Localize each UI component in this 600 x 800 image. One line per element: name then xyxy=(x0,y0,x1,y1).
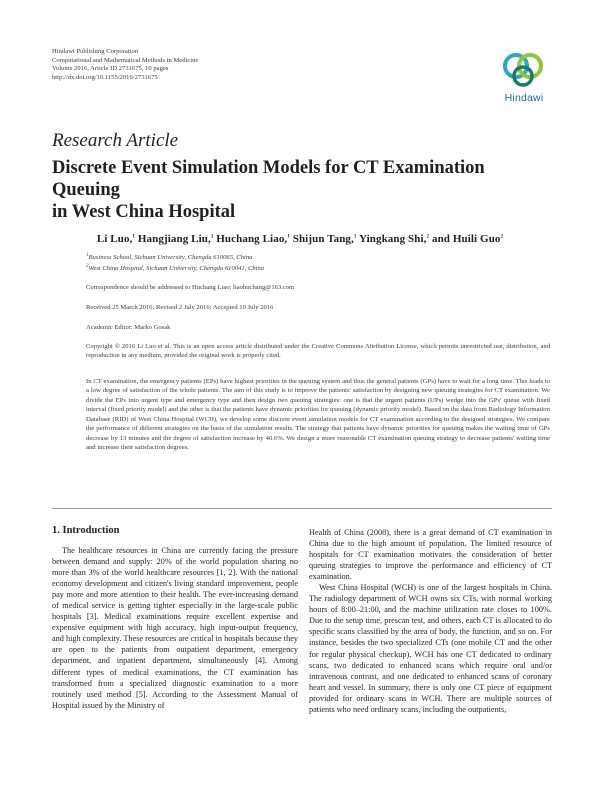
author: Huchang Liao,$^1$ xyxy=(216,233,290,245)
paragraph: West China Hospital (WCH) is one of the largest hospitals in China. The radiology department of WCH owns six CTs, with normal working hours of 8:00–21:00, and the machine utilization rate closes to 100%. Due to the setup time, prescan test, and others, each CT is allocated to do specific scans classified by the area of body, the function, and so on. For instance, besides the two specialized CTs (one mobile CT and the other for regular physical checkup), WCH has one CT dedicated to ordinary scans, two dedicated to enhanced scans which require oral and/or intravenous contrast, and one dedicated to enhanced scans of coronary heart and vessel. In summary, there is only one CT piece of equipment provided for ordinary scans in WCH. There are multiple sources of patients who need ordinary scans, including the outpatients, xyxy=(309,583,552,714)
article-title xyxy=(52,157,552,223)
publisher-name: Hindawi Publishing Corporation xyxy=(52,48,139,55)
title-line-1: Discrete Event Simulation Models for CT Examination Queuing xyxy=(52,158,485,200)
author: Shijun Tang,$^1$ xyxy=(292,233,357,245)
article-type: Research Article xyxy=(52,130,179,151)
divider xyxy=(52,508,552,509)
doi-link[interactable]: http://dx.doi.org/10.1155/2016/2731675 xyxy=(52,73,158,81)
author: Hangjiang Liu,$^1$ xyxy=(137,233,214,245)
correspondence: Correspondence should be addressed to Huchang Liao; liaohuchang@163.com xyxy=(86,284,295,291)
body-column-right xyxy=(309,527,552,715)
affiliation-1: $^1$Business School, Sichuan University, Chengdu 610065, China xyxy=(86,252,253,261)
author: Yingkang Shi,$^2$ xyxy=(358,233,430,245)
body-column-left xyxy=(52,545,298,711)
author-list xyxy=(0,233,600,245)
journal-header xyxy=(52,48,198,82)
author: and Huili Guo$^2$ xyxy=(431,233,504,245)
affiliation-2: $^2$West China Hospital, Sichuan University, Chengdu 610041, China xyxy=(86,263,265,272)
section-heading: 1. Introduction xyxy=(52,525,120,536)
academic-editor: Academic Editor: Marko Gosak xyxy=(86,324,171,331)
author: Li Luo,$^1$ xyxy=(96,233,136,245)
abstract: In CT examination, the emergency patients (EPs) have highest priorities in the queuing system and thus the general patients (GPs) have to wait for a long time. This leads to a low degree of satisfaction of the whole patients. The aim of this study is to improve the patients' satisfaction by designing new queuing strategies for CT examination. We divide the EPs into urgent type and emergency type and then design two queuing strategies: one is that the urgent patients (UPs) wedge into the GPs' queue with fixed interval (fixed priority model) and the other is that the patients have dynamic priorities for queuing (dynamic priority model). Based on the data from Radiology Information Database (RID) of West China Hospital (WCH), we develop some discrete event simulation models for CT examination according to the designed strategies. We compare the performance of different strategies on the basis of the simulation results. The strategy that patients have dynamic priorities for queuing makes the waiting time of GPs decrease by 13 minutes and the degree of satisfaction increase by 40.6%. We design a more reasonable CT examination queuing strategy to decrease patients' waiting time and increase their satisfaction degrees. xyxy=(86,378,550,452)
hindawi-logo-text: Hindawi xyxy=(504,92,544,104)
volume-info: Volume 2016, Article ID 2731675, 10 pages xyxy=(52,65,169,73)
paragraph: Health of China (2008), there is a great demand of CT examination in China due to the high amount of population. The limited resource of hospitals for CT examination motivates the consideration of better queuing strategies to improve the performance and efficiency of CT examination. xyxy=(309,528,552,582)
copyright-notice: Copyright © 2016 Li Luo et al. This is an open access article distributed under the Creative Commons Attribution License, which permits unrestricted use, distribution, and reproduction in any medium, provided the original work is properly cited. xyxy=(86,343,550,360)
paragraph: The healthcare resources in China are currently facing the pressure between demand and supply: 20% of the world population sharing no more than 3% of the world healthcare resources [1, 2]. With the national economy development and citizen's living standard improvement, people pay more and more attention to their health. The ever-increasing demand of medical service is getting tighter especially in the large-scale public hospitals [3]. Medical examinations require excellent expertise and expensive equipment with high accuracy, high input-output frequency, and high complexity. These resources are critical in hospitals because they are open to the patients from outpatient department, emergency department, and inpatient department, simultaneously [4]. Among different types of medical examinations, the CT examination has transformed from a specialized diagnostic examination to a more routinely used method [5]. According to the Assessment Manual of Hospital issued by the Ministry of xyxy=(52,546,298,710)
received-dates: Received 25 March 2016; Revised 2 July 2016; Accepted 10 July 2016 xyxy=(86,304,274,311)
journal-name: Computational and Mathematical Methods in Medicine xyxy=(52,56,199,64)
title-line-2: in West China Hospital xyxy=(52,202,236,222)
